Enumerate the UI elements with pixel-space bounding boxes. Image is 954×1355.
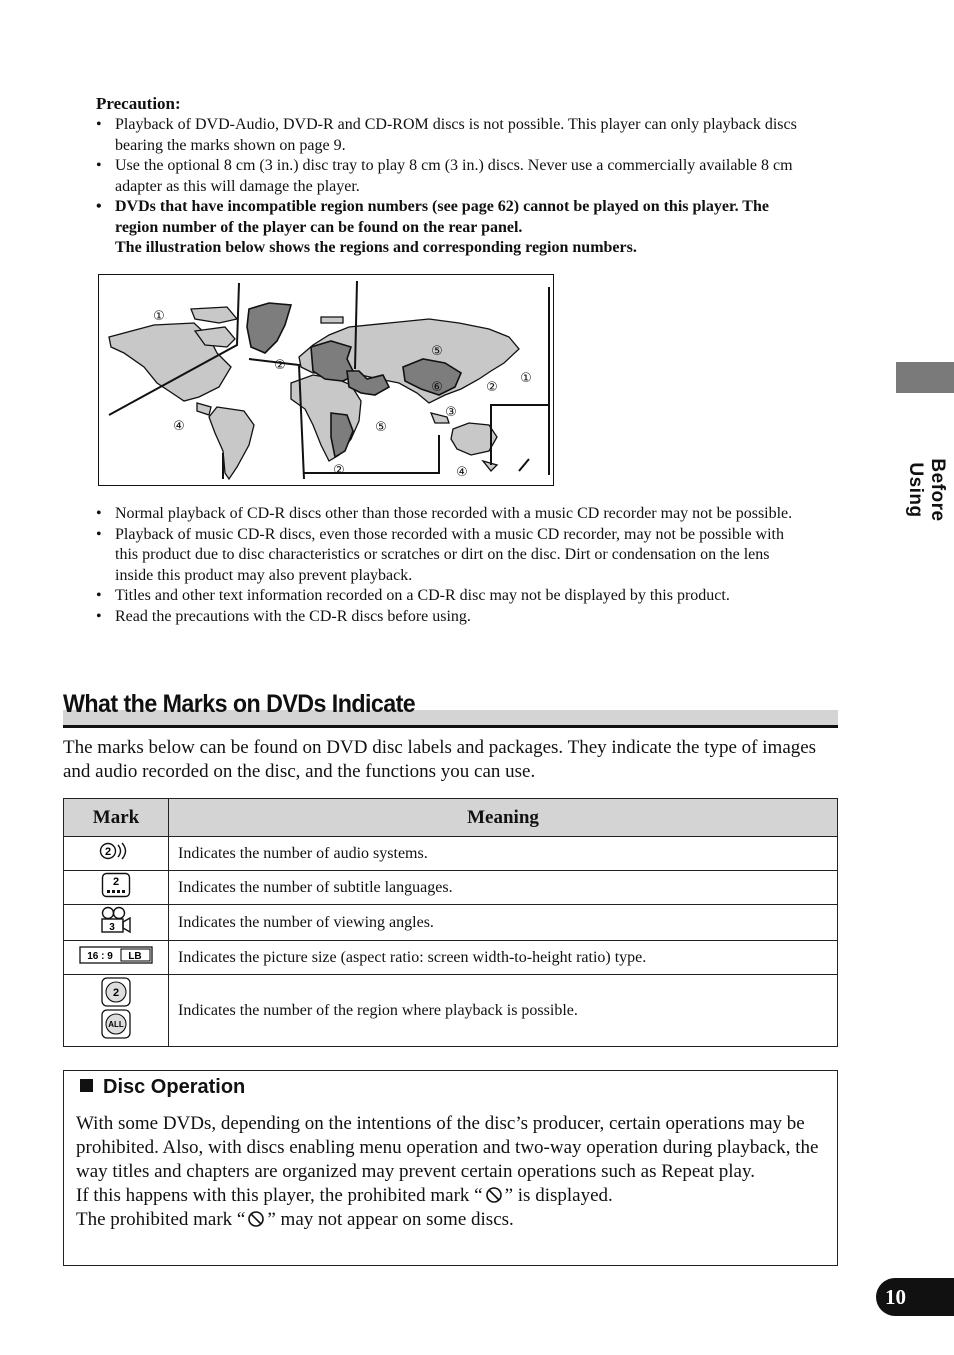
region-label: ⑥ xyxy=(431,380,443,395)
disc-operation-heading xyxy=(80,1076,245,1099)
audio-systems-icon xyxy=(99,841,133,861)
mark-cell xyxy=(64,941,169,975)
table-row xyxy=(64,837,838,871)
disc-operation-paragraph: With some DVDs, depending on the intentions of the disc’s producer, certain operations may be prohibited. Also, with discs enabling menu operation and two-way operation during playback, the way titles and chapters are organized may prevent certain operations such as Repeat play. xyxy=(76,1113,819,1182)
svg-text:2: 2 xyxy=(112,987,120,999)
prohibited-icon xyxy=(247,1210,265,1228)
svg-text:LB: LB xyxy=(128,951,142,962)
disc-operation-line: If this happens with this player, the prohibited mark “ ” is displayed. xyxy=(76,1185,613,1206)
meaning-cell: Indicates the number of viewing angles. xyxy=(169,905,838,941)
map-landmasses xyxy=(109,307,519,479)
viewing-angles-icon xyxy=(99,906,133,934)
side-tab-marker xyxy=(896,362,954,393)
list-item xyxy=(96,197,808,259)
svg-text:ALL: ALL xyxy=(108,1020,124,1029)
region-label: ④ xyxy=(456,465,468,480)
meaning-cell: Indicates the number of the region where playback is possible. xyxy=(169,975,838,1047)
mark-cell xyxy=(64,837,169,871)
mark-cell xyxy=(64,975,169,1047)
table-row xyxy=(64,975,838,1047)
section-heading xyxy=(63,690,838,728)
aspect-ratio-icon xyxy=(79,945,153,965)
marks-table xyxy=(63,798,838,1047)
mark-cell xyxy=(64,871,169,905)
meaning-cell: Indicates the picture size (aspect ratio: screen width-to-height ratio) type. xyxy=(169,941,838,975)
list-item: • Playback of DVD-Audio, DVD-R and CD-ROM discs is not possible. This player can only playback discs bearing the marks shown on page 9. xyxy=(96,115,808,156)
subtitle-languages-icon xyxy=(101,872,131,898)
svg-text:3: 3 xyxy=(109,922,115,933)
region-warning-text: DVDs that have incompatible region numbers (see page 62) cannot be played on this player. The region number of the player can be found on the rear panel. xyxy=(115,198,769,236)
section-title: What the Marks on DVDs Indicate xyxy=(63,690,416,718)
square-bullet-icon xyxy=(80,1079,93,1092)
column-header-mark: Mark xyxy=(64,799,169,837)
region-icon xyxy=(100,976,132,1040)
disc-operation-title: Disc Operation xyxy=(103,1076,246,1098)
list-item: • Playback of music CD-R discs, even those recorded with a music CD recorder, may not be possible with this product due to disc characteristics or scratches or dirt on the disc. Dirt or condensation on the lens inside this product may also prevent playback. xyxy=(96,525,808,587)
side-tab-label: Before Using xyxy=(905,458,948,522)
region-label: ② xyxy=(486,380,498,395)
meaning-cell: Indicates the number of audio systems. xyxy=(169,837,838,871)
table-header-row xyxy=(64,799,838,837)
region-label: ② xyxy=(274,358,286,373)
svg-text:2: 2 xyxy=(112,876,120,888)
prohibited-icon xyxy=(485,1186,503,1204)
list-item: • Titles and other text information recorded on a CD-R disc may not be displayed by this product. xyxy=(96,586,808,607)
region-label: ① xyxy=(153,309,165,324)
region-illustration-note: The illustration below shows the regions and corresponding region numbers. xyxy=(115,239,637,256)
region-label: ② xyxy=(333,463,345,478)
svg-text:16 : 9: 16 : 9 xyxy=(87,951,113,962)
disc-operation-line: The prohibited mark “ ” may not appear on some discs. xyxy=(76,1209,514,1230)
region-label: ③ xyxy=(445,405,457,420)
svg-text:2: 2 xyxy=(104,846,112,858)
table-row xyxy=(64,905,838,941)
table-row xyxy=(64,941,838,975)
region-label: ⑤ xyxy=(431,344,443,359)
region-label: ④ xyxy=(173,419,185,434)
section-intro: The marks below can be found on DVD disc labels and packages. They indicate the type of images and audio recorded on the disc, and the functions you can use. xyxy=(63,737,817,782)
meaning-cell: Indicates the number of subtitle languages. xyxy=(169,871,838,905)
precaution-heading: Precaution: xyxy=(96,94,181,113)
region-label: ⑤ xyxy=(375,420,387,435)
list-item: • Read the precautions with the CD-R discs before using. xyxy=(96,607,808,628)
page-number: 10 xyxy=(876,1278,954,1316)
mark-cell xyxy=(64,905,169,941)
heading-rule xyxy=(63,725,838,728)
disc-operation-body xyxy=(76,1112,824,1232)
region-map xyxy=(98,274,554,486)
region-label: ① xyxy=(520,371,532,386)
column-header-meaning: Meaning xyxy=(169,799,838,837)
list-item: • Use the optional 8 cm (3 in.) disc tray to play 8 cm (3 in.) discs. Never use a commercially available 8 cm adapter as this will damage the player. xyxy=(96,156,808,197)
list-item: • Normal playback of CD-R discs other than those recorded with a music CD recorder may not be possible. xyxy=(96,504,808,525)
cdr-notes-list xyxy=(96,504,808,627)
precaution-list xyxy=(96,115,808,259)
table-row xyxy=(64,871,838,905)
